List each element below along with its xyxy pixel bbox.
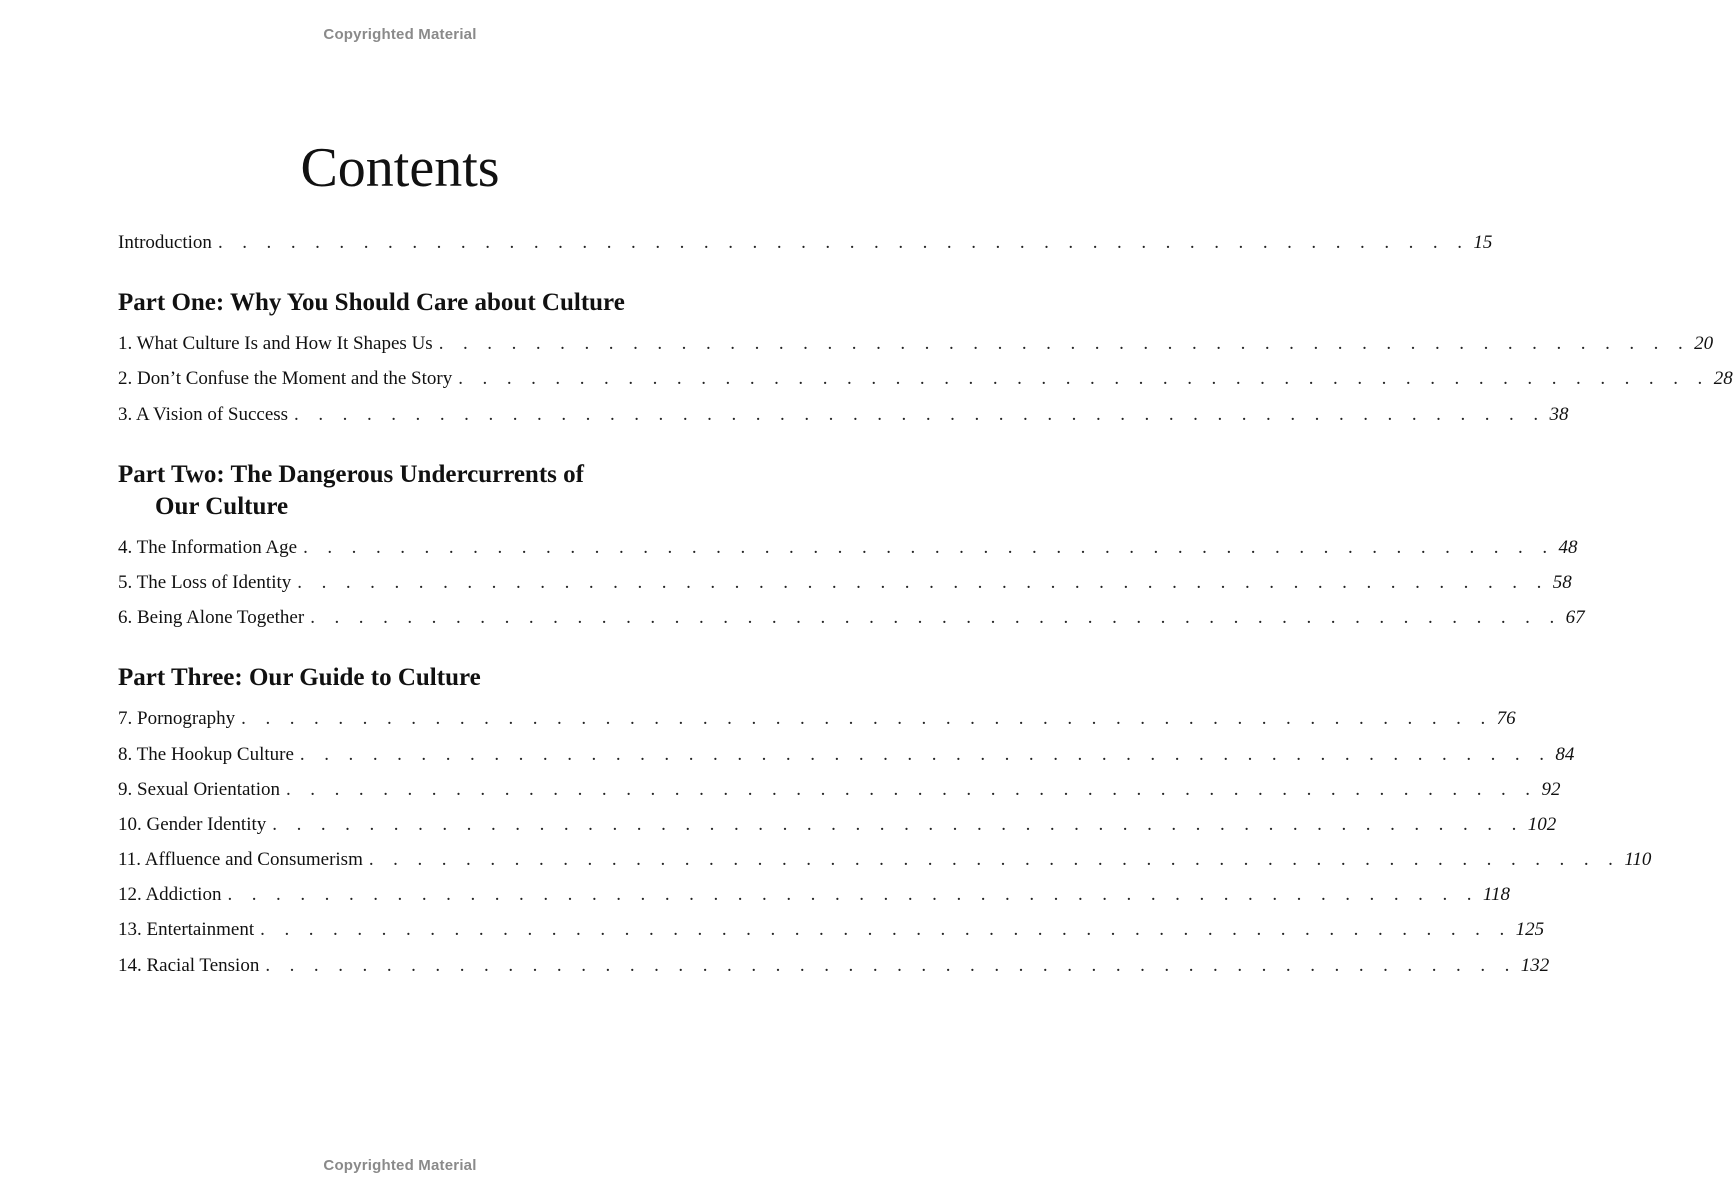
- toc-entry-page: 58: [1552, 571, 1572, 593]
- dot-leader: . . . . . . . . . . . . . . . . . . . . . . . . . . . . . . . . . . . . . . . . . . . . . . . . . . . .: [297, 571, 1549, 593]
- dot-leader: . . . . . . . . . . . . . . . . . . . . . . . . . . . . . . . . . . . . . . . . . . . . . . . . . . . .: [272, 813, 1524, 835]
- dot-leader: . . . . . . . . . . . . . . . . . . . . . . . . . . . . . . . . . . . . . . . . . . . . . . . . . . . .: [265, 954, 1517, 976]
- toc-entry-label: 11. Affluence and Consumerism: [118, 849, 363, 871]
- toc-entry-chapter-11[interactable]: [118, 849, 1652, 884]
- toc-entry-page: 48: [1558, 536, 1578, 558]
- dot-leader: . . . . . . . . . . . . . . . . . . . . . . . . . . . . . . . . . . . . . . . . . . . . . . . . . . . .: [368, 849, 1621, 871]
- toc-entry-label: 9. Sexual Orientation: [118, 778, 280, 800]
- toc-entry-label: 2. Don’t Confuse the Moment and the Story: [118, 368, 453, 390]
- dot-leader: . . . . . . . . . . . . . . . . . . . . . . . . . . . . . . . . . . . . . . . . . . . . . . . . . . . .: [260, 919, 1512, 941]
- toc-entry-chapter-10[interactable]: [118, 813, 1557, 849]
- toc-entry-label: 3. A Vision of Success: [118, 403, 289, 425]
- toc-entry-page: 118: [1482, 884, 1510, 906]
- toc-entry-page: 110: [1624, 849, 1652, 871]
- toc-entry-page: 38: [1549, 403, 1569, 425]
- toc-entry-page: 20: [1694, 333, 1714, 355]
- dot-leader: . . . . . . . . . . . . . . . . . . . . . . . . . . . . . . . . . . . . . . . . . . . . . . . . . . . .: [294, 403, 1546, 425]
- part-heading-one: [118, 287, 702, 319]
- toc-entry-page: 92: [1541, 778, 1561, 800]
- copyright-watermark-top: Copyrighted Material: [323, 26, 477, 43]
- toc-entry-chapter-13[interactable]: [118, 919, 1545, 954]
- toc-entry-label: 13. Entertainment: [118, 919, 255, 941]
- toc-entry-label: 6. Being Alone Together: [118, 607, 305, 629]
- toc-entry-label: 5. The Loss of Identity: [118, 571, 292, 593]
- toc-entry-label: 10. Gender Identity: [118, 813, 267, 835]
- toc-entry-chapter-8[interactable]: [118, 743, 1575, 779]
- toc-entry-chapter-9[interactable]: [118, 778, 1561, 814]
- toc-entry-page: 132: [1520, 954, 1550, 976]
- toc-entry-chapter-2[interactable]: [118, 368, 1733, 403]
- dot-leader: . . . . . . . . . . . . . . . . . . . . . . . . . . . . . . . . . . . . . . . . . . . . . . . . . . . .: [458, 368, 1710, 390]
- toc-entry-chapter-1[interactable]: [118, 333, 1714, 368]
- part-title: Part Three: Our Guide to Culture: [118, 664, 481, 692]
- part-title: Part One: Why You Should Care about Culture: [118, 289, 625, 317]
- toc-entry-page: 84: [1555, 743, 1575, 765]
- toc-entry-chapter-4[interactable]: [118, 536, 1578, 572]
- toc-entry-chapter-3[interactable]: [118, 403, 1569, 439]
- part-title: Part Two: The Dangerous Undercurrents of: [118, 460, 584, 488]
- toc-entry-label: 12. Addiction: [118, 884, 222, 906]
- toc-entry-page: 67: [1565, 607, 1585, 629]
- part-heading-three: [118, 662, 702, 694]
- toc-entry-page: 15: [1473, 232, 1493, 253]
- copyright-watermark-bottom: Copyrighted Material: [323, 1157, 477, 1174]
- dot-leader: . . . . . . . . . . . . . . . . . . . . . . . . . . . . . . . . . . . . . . . . . . . . . . . . . . . .: [438, 333, 1691, 355]
- dot-leader: . . . . . . . . . . . . . . . . . . . . . . . . . . . . . . . . . . . . . . . . . . . . . . . . . . . .: [227, 884, 1479, 906]
- toc-entry-chapter-14[interactable]: [118, 954, 1550, 990]
- toc-entry-label: 1. What Culture Is and How It Shapes Us: [118, 333, 433, 355]
- toc-entry-label: 14. Racial Tension: [118, 954, 260, 976]
- toc-entry-chapter-5[interactable]: [118, 571, 1572, 607]
- toc-entry-label: 8. The Hookup Culture: [118, 743, 294, 765]
- dot-leader: . . . . . . . . . . . . . . . . . . . . . . . . . . . . . . . . . . . . . . . . . . . . . . . . . . . .: [310, 607, 1562, 629]
- page-title: Contents: [300, 137, 500, 199]
- table-of-contents: [118, 232, 1733, 990]
- toc-entry-page: 102: [1527, 813, 1557, 835]
- dot-leader: . . . . . . . . . . . . . . . . . . . . . . . . . . . . . . . . . . . . . . . . . . . . . . . . . . . .: [217, 232, 1470, 253]
- toc-entry-label: Introduction: [118, 232, 212, 253]
- toc-entry-page: 76: [1496, 708, 1516, 730]
- toc-entry-chapter-12[interactable]: [118, 884, 1510, 919]
- toc-entry-page: 125: [1515, 919, 1545, 941]
- toc-entry-label: 7. Pornography: [118, 708, 236, 730]
- dot-leader: . . . . . . . . . . . . . . . . . . . . . . . . . . . . . . . . . . . . . . . . . . . . . . . . . . . .: [303, 536, 1555, 558]
- toc-entry-chapter-6[interactable]: [118, 607, 1585, 642]
- part-title-continued: Our Culture: [155, 492, 289, 520]
- dot-leader: . . . . . . . . . . . . . . . . . . . . . . . . . . . . . . . . . . . . . . . . . . . . . . . . . . . .: [299, 743, 1552, 765]
- toc-entry-introduction[interactable]: [118, 232, 1493, 267]
- toc-entry-label: 4. The Information Age: [118, 536, 298, 558]
- dot-leader: . . . . . . . . . . . . . . . . . . . . . . . . . . . . . . . . . . . . . . . . . . . . . . . . . . . .: [241, 708, 1493, 730]
- toc-entry-page: 28: [1713, 368, 1733, 390]
- part-heading-two: [118, 459, 702, 523]
- toc-entry-chapter-7[interactable]: [118, 708, 1516, 743]
- dot-leader: . . . . . . . . . . . . . . . . . . . . . . . . . . . . . . . . . . . . . . . . . . . . . . . . . . . .: [286, 778, 1538, 800]
